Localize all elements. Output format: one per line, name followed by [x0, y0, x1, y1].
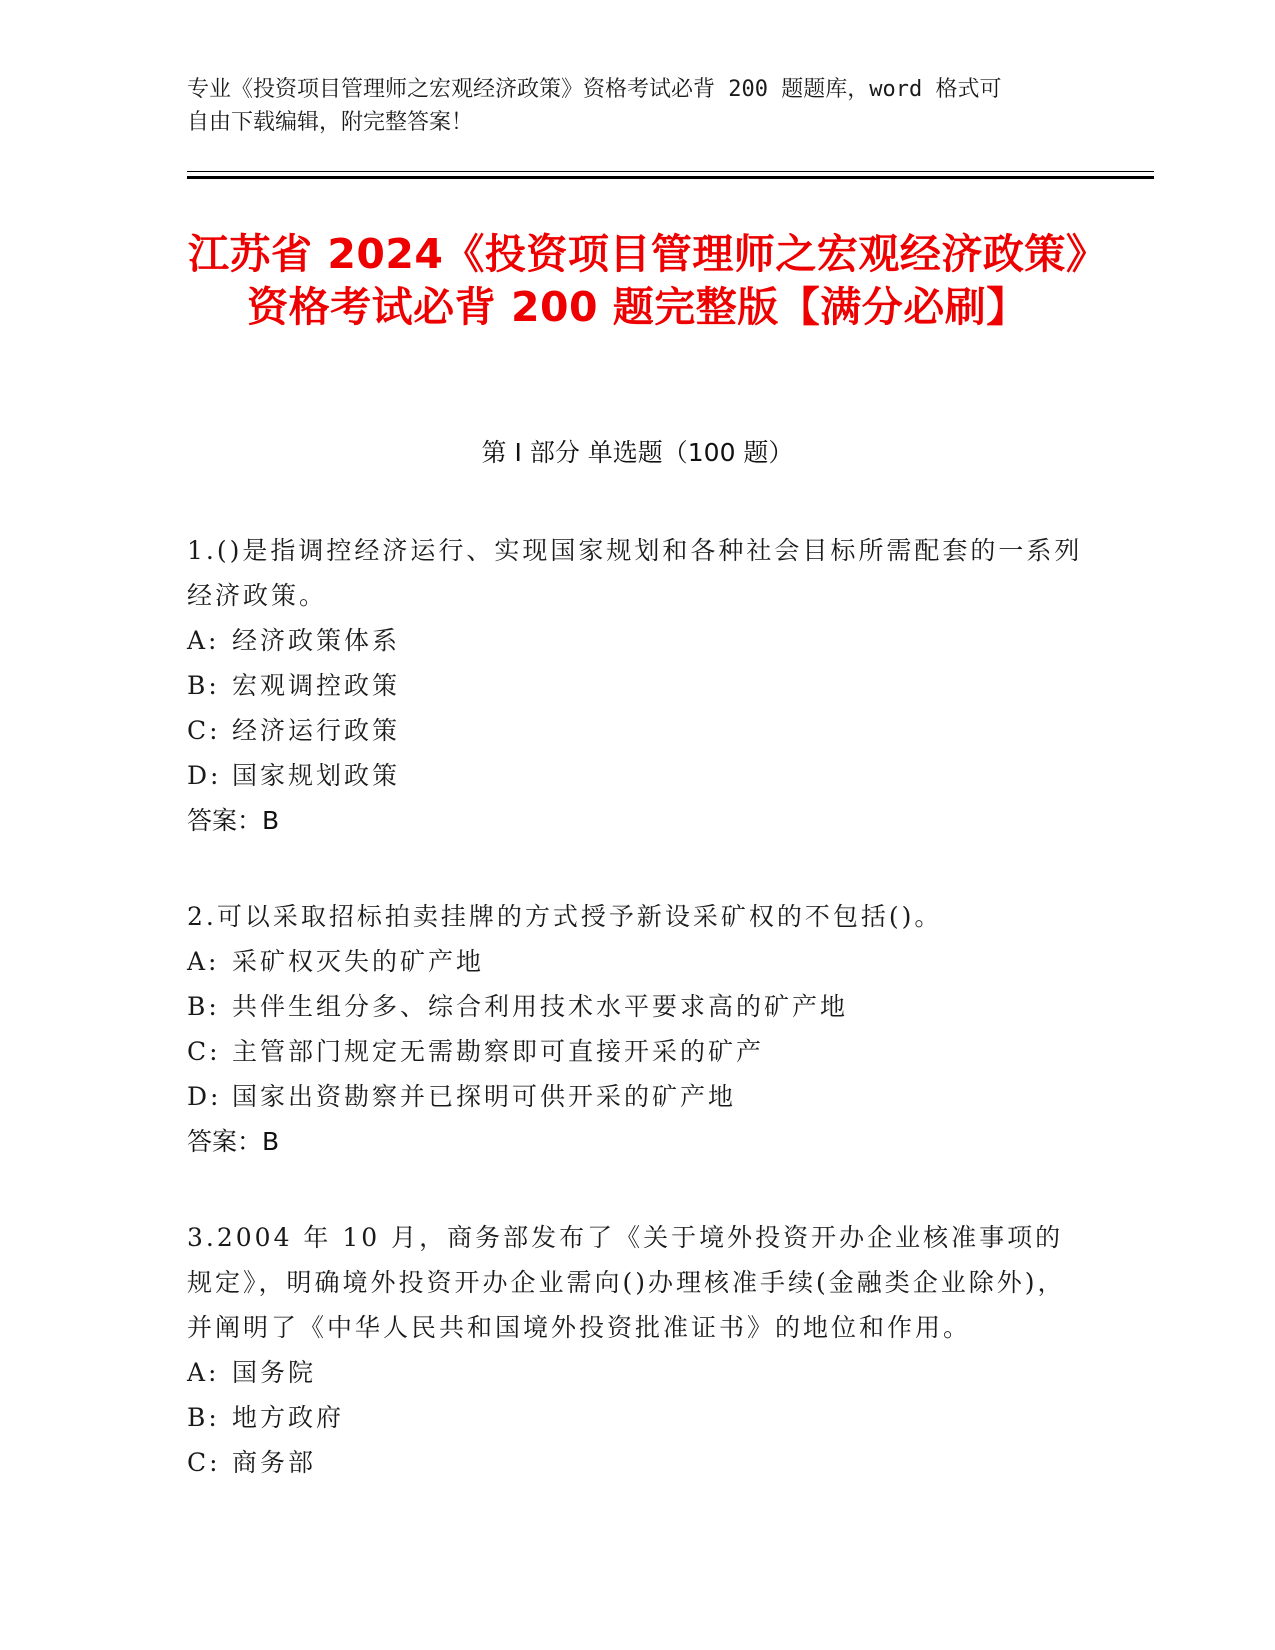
option-d — [187, 753, 1087, 798]
question-stem: 3.2004 年 10 月，商务部发布了《关于境外投资开办企业核准事项的规定》，明确境外投资开办企业需向()办理核准手续(金融类企业除外)，并阐明了《中华人民共和国境外投资批准证书》的地位和作用。 — [187, 1223, 1066, 1342]
option-letter: D: — [187, 761, 222, 790]
option-text: 主管部门规定无需勘察即可直接开采的矿产 — [232, 1037, 765, 1066]
option-letter: C: — [187, 716, 221, 745]
option-letter: B: — [187, 992, 220, 1021]
option-letter: A: — [187, 1358, 220, 1387]
question-stem: 2.可以采取招标拍卖挂牌的方式授予新设采矿权的不包括()。 — [187, 902, 943, 931]
question-2 — [187, 894, 1087, 1164]
option-text: 国务院 — [232, 1358, 317, 1387]
question-1 — [187, 528, 1087, 843]
answer-line: 答案：B — [187, 806, 280, 835]
option-c — [187, 708, 1087, 753]
question-3 — [187, 1215, 1087, 1485]
option-text: 经济政策体系 — [232, 626, 401, 655]
answer-line: 答案：B — [187, 1127, 280, 1156]
option-letter: A: — [187, 626, 220, 655]
option-c — [187, 1029, 1087, 1074]
option-text: 地方政府 — [232, 1403, 345, 1432]
question-list — [187, 528, 1087, 1536]
section-heading: 第 I 部分 单选题（100 题） — [481, 438, 794, 467]
option-a — [187, 1350, 1087, 1395]
option-c — [187, 1440, 1087, 1485]
option-letter: B: — [187, 1403, 220, 1432]
option-letter: A: — [187, 947, 220, 976]
option-text: 宏观调控政策 — [232, 671, 401, 700]
option-a — [187, 939, 1087, 984]
option-b — [187, 663, 1087, 708]
option-text: 国家出资勘察并已探明可供开采的矿产地 — [232, 1082, 737, 1111]
option-text: 共伴生组分多、综合利用技术水平要求高的矿产地 — [232, 992, 849, 1021]
option-letter: D: — [187, 1082, 222, 1111]
option-b — [187, 1395, 1087, 1440]
option-letter: B: — [187, 671, 220, 700]
option-letter: C: — [187, 1037, 221, 1066]
header-note: 专业《投资项目管理师之宏观经济政策》资格考试必背 200 题题库，word 格式可 自由下载编辑，附完整答案！ — [187, 77, 1002, 135]
option-text: 商务部 — [232, 1448, 317, 1477]
header-rule-thick — [187, 176, 1154, 179]
option-text: 国家规划政策 — [232, 761, 401, 790]
header-rule-thin — [187, 171, 1154, 172]
option-a — [187, 618, 1087, 663]
option-b — [187, 984, 1087, 1029]
option-text: 经济运行政策 — [232, 716, 401, 745]
question-stem: 1.()是指调控经济运行、实现国家规划和各种社会目标所需配套的一系列经济政策。 — [187, 536, 1083, 610]
option-text: 采矿权灭失的矿产地 — [232, 947, 485, 976]
document-title: 江苏省 2024《投资项目管理师之宏观经济政策》资格考试必背 200 题完整版【满分必刷】 — [188, 230, 1087, 331]
option-letter: C: — [187, 1448, 221, 1477]
option-d — [187, 1074, 1087, 1119]
